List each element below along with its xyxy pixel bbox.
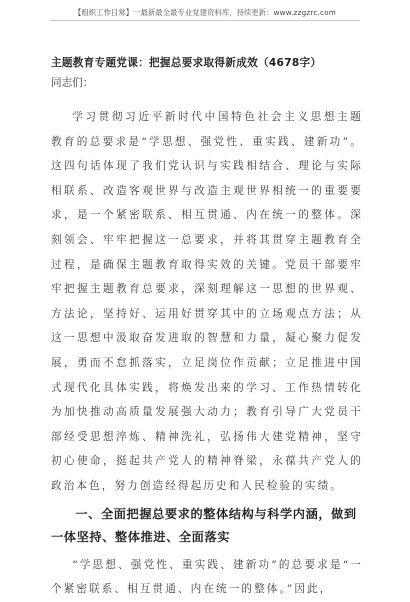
salutation: 同志们： <box>51 77 94 89</box>
header-url[interactable]: www.zzgzrc.com <box>273 8 336 17</box>
section-heading-1: 一、全面把握总要求的整体结构与科学内涵，做到一体坚持、整体推进、全面落实 <box>51 506 357 544</box>
body-paragraph-1: 学习贯彻习近平新时代中国特色社会主义思想主题教育的总要求是“学思想、强党性、重实践、建新功”。这四句话体现了我们党认识与实践相结合、理论与实际相联系、改造客观世界与改造主观世界相统一的重要要求，是一个紧密联系、相互贯通、内在统一的整体。深刻领会、牢牢把握这一总要求，并将其贯穿主题教育全过程，是确保主题教育取得实效的关键。党员干部要牢牢把握主题教育总要求，深刻理解这一思想的世界观、方法论，坚持好、运用好贯穿其中的立场观点方法；从这一思想中汲取奋发进取的智慧和力量，凝心聚力促发展，勇而不怠抓落实，立足岗位作贡献；立足推进中国式现代化具体实践，将焕发出来的学习、工作热情转化为加快推动高质量发展强大动力；教育引导广大党员干部经受思想淬炼、精神洗礼，弘扬伟大建党精神，坚守初心使命，挺起共产党人的精神脊梁，永葆共产党人的政治本色，努力创造经得起历史和人民检验的实绩。 <box>51 111 363 492</box>
header-divider <box>50 20 360 21</box>
header-text: 一最新最全最专业党建资料库，持续更新： <box>133 8 274 17</box>
document-body <box>51 56 363 602</box>
document-title: 主题教育专题党课：把握总要求取得新成效（4678字） <box>51 57 322 69</box>
body-paragraph-2: “学思想、强党性、重实践、建新功”的总要求是“一个紧密联系、相互贯通、内在统一的整体。”因此， <box>51 558 363 596</box>
page-header <box>0 8 410 18</box>
header-tag: 【组织工作日常】 <box>74 8 134 17</box>
